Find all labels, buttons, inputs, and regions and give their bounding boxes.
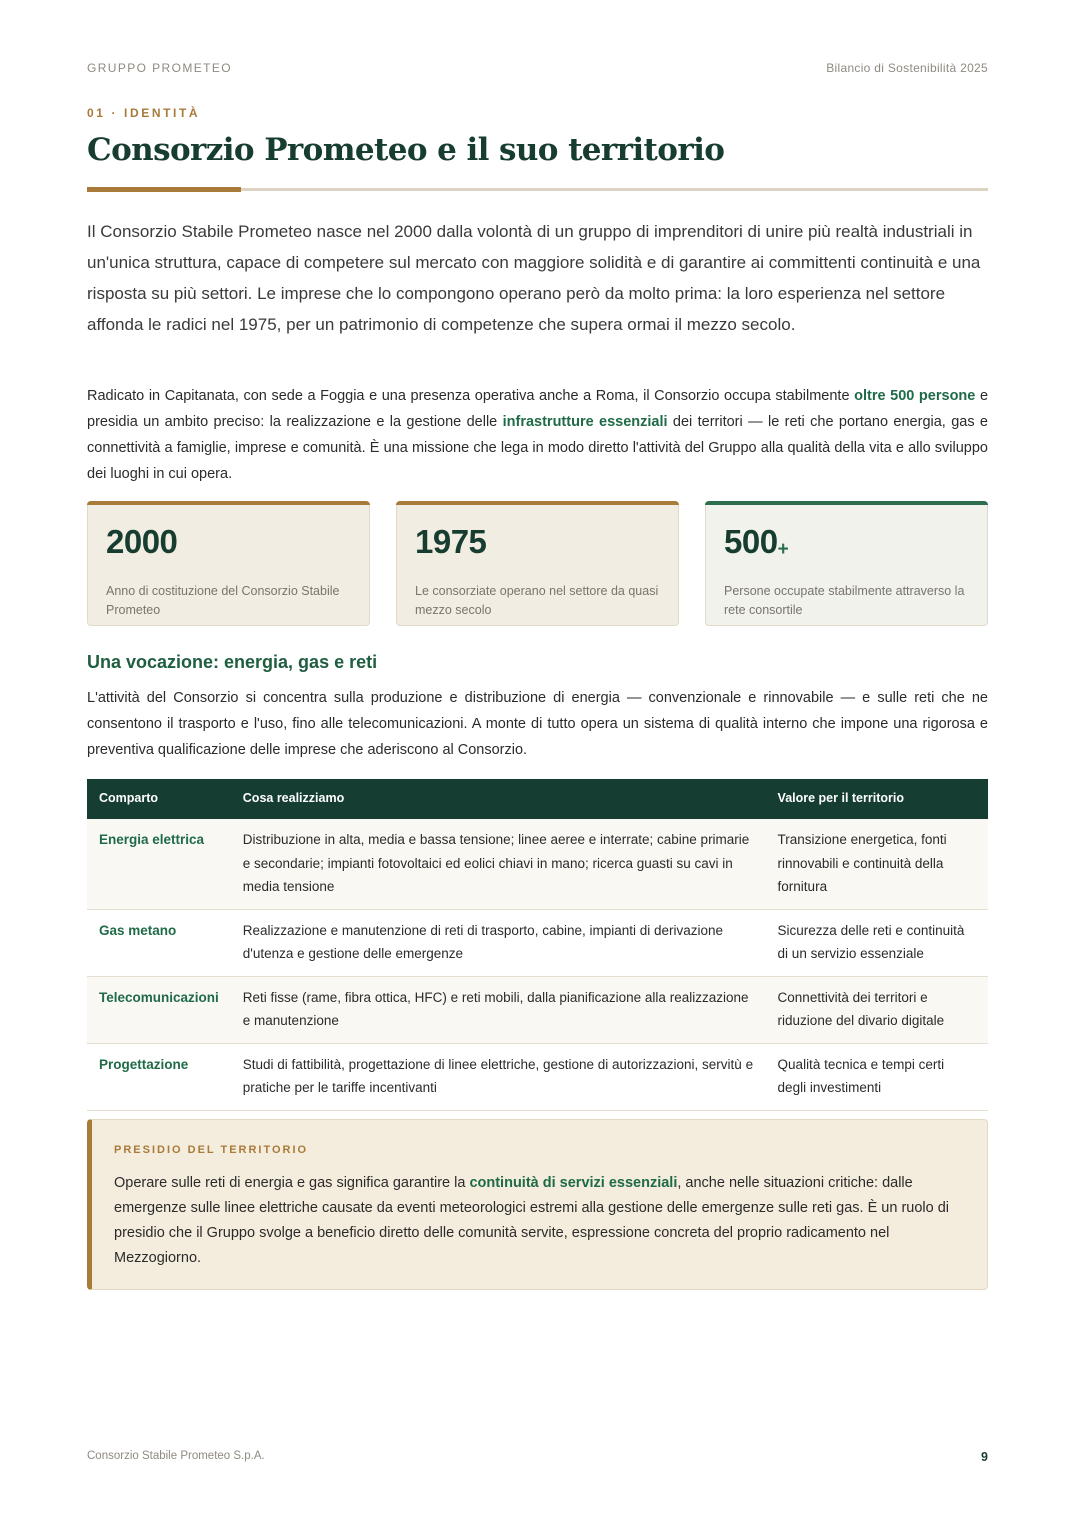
- callout-title: PRESIDIO DEL TERRITORIO: [114, 1144, 309, 1156]
- callout-text: [114, 1171, 965, 1271]
- section-kicker: 01 · IDENTITÀ: [87, 106, 201, 120]
- vocation-paragraph: L'attività del Consorzio si concentra sulla produzione e distribuzione di energia — convenzionale e rinnovabile — e sulle reti che ne consentono il trasporto e l'uso, fino alle telecomunicazioni. A monte di tutto opera un sistema di qualità interno che impone una rigorosa e preventiva qualificazione delle imprese che aderiscono al Consorzio.: [87, 690, 988, 758]
- callout-text-2: , anche nelle situazioni critiche: dalle emergenze sulle linee elettriche causate da eventi meteorologici estremi alla gestione delle emergenze sulle reti gas. È un ruolo di presidio che il Gruppo svolge a beneficio diretto delle comunità servite, espressione concreta del proprio radicamento nel Mezzogiorno.: [114, 1175, 950, 1266]
- page-footer: [87, 1450, 988, 1464]
- sector-value: Qualità tecnica e tempi certi degli investimenti: [766, 1043, 988, 1110]
- intro-text-3: dei territori — le reti che portano energia, gas e connettività a famiglie, imprese e comunità. È una missione che lega in modo diretto l'attività del Gruppo alla qualità della vita e allo sviluppo dei luoghi in cui opera.: [87, 414, 989, 482]
- stat-value: [724, 522, 969, 568]
- key-figures: [87, 501, 988, 626]
- footer-company: Consorzio Stabile Prometeo S.p.A.: [87, 1450, 265, 1462]
- sector-name: Energia elettrica: [87, 819, 231, 909]
- table-row: [87, 976, 988, 1043]
- stat-card-bar: [396, 501, 679, 505]
- table-row: [87, 1043, 988, 1110]
- intro-text-2: e presidia un ambito preciso: la realizzazione e la gestione delle: [87, 388, 989, 430]
- intro-highlight-infrastructure: infrastrutture essenziali: [502, 414, 668, 430]
- callout-highlight: continuità di servizi essenziali: [469, 1175, 678, 1191]
- stat-caption: Persone occupate stabilmente attraverso la rete consortile: [724, 584, 965, 617]
- running-header: [87, 61, 988, 75]
- sector-value: Sicurezza delle reti e continuità di un servizio essenziale: [766, 909, 988, 976]
- table-header-row: [87, 779, 988, 819]
- intro-text-1: Radicato in Capitanata, con sede a Foggia e una presenza operativa anche a Roma, il Consorzio occupa stabilmente: [87, 388, 855, 404]
- stat-card-founding: [87, 501, 370, 626]
- sector-activities: Realizzazione e manutenzione di reti di trasporto, cabine, impianti di derivazione d'utenza e gestione delle emergenze: [231, 909, 766, 976]
- stat-card-experience: [396, 501, 679, 626]
- sector-value: Transizione energetica, fonti rinnovabili e continuità della fornitura: [766, 819, 988, 909]
- sector-activities: Reti fisse (rame, fibra ottica, HFC) e reti mobili, dalla pianificazione alla realizzazione e manutenzione: [231, 976, 766, 1043]
- intro-paragraph: [87, 383, 988, 487]
- sectors-table: [87, 779, 988, 1111]
- sector-value: Connettività dei territori e riduzione del divario digitale: [766, 976, 988, 1043]
- territory-callout: [87, 1119, 988, 1290]
- sector-name: Progettazione: [87, 1043, 231, 1110]
- stat-number: 1975: [415, 523, 487, 560]
- table-row: [87, 819, 988, 909]
- stat-card-bar: [87, 501, 370, 505]
- sector-name: Telecomunicazioni: [87, 976, 231, 1043]
- column-header-sector: Comparto: [87, 779, 231, 819]
- sector-activities: Distribuzione in alta, media e bassa tensione; linee aeree e interrate; cabine primarie e secondarie; impianti fotovoltaici ed eolici chiavi in mano; ricerca guasti su cavi in media tensione: [231, 819, 766, 909]
- intro-highlight-staff: oltre 500 persone: [854, 388, 976, 404]
- page-number: 9: [981, 1450, 988, 1464]
- stat-card-bar: [705, 501, 988, 505]
- stat-value: [415, 522, 660, 568]
- title-rule-accent: [87, 187, 241, 192]
- column-header-activities: Cosa realizziamo: [231, 779, 766, 819]
- lead-paragraph: Il Consorzio Stabile Prometeo nasce nel 2000 dalla volontà di un gruppo di imprenditori di unire più realtà industriali in un'unica struttura, capace di competere sul mercato con maggiore solidità e di garantire ai committenti continuità e una risposta su più settori. Le imprese che lo compongono operano però da molto prima: la loro esperienza nel settore affonda le radici nel 1975, per un patrimonio di competenze che supera ormai il mezzo secolo.: [87, 222, 981, 334]
- stat-number: 2000: [106, 523, 178, 560]
- stat-caption: Le consorziate operano nel settore da quasi mezzo secolo: [415, 584, 659, 617]
- stat-value: [106, 522, 351, 568]
- stat-card-employees: [705, 501, 988, 626]
- stat-suffix: +: [777, 539, 789, 560]
- title-rule: [87, 187, 988, 192]
- sector-name: Gas metano: [87, 909, 231, 976]
- header-report-title: Bilancio di Sostenibilità 2025: [826, 61, 988, 75]
- table-row: [87, 909, 988, 976]
- header-org: GRUPPO PROMETEO: [87, 61, 233, 75]
- callout-text-1: Operare sulle reti di energia e gas significa garantire la: [114, 1175, 470, 1191]
- stat-number: 500: [724, 523, 778, 560]
- page-title: Consorzio Prometeo e il suo territorio: [87, 132, 725, 168]
- stat-caption: Anno di costituzione del Consorzio Stabile Prometeo: [106, 584, 340, 617]
- column-header-value: Valore per il territorio: [766, 779, 988, 819]
- vocation-heading: Una vocazione: energia, gas e reti: [87, 652, 378, 672]
- sector-activities: Studi di fattibilità, progettazione di linee elettriche, gestione di autorizzazioni, servitù e pratiche per le tariffe incentivanti: [231, 1043, 766, 1110]
